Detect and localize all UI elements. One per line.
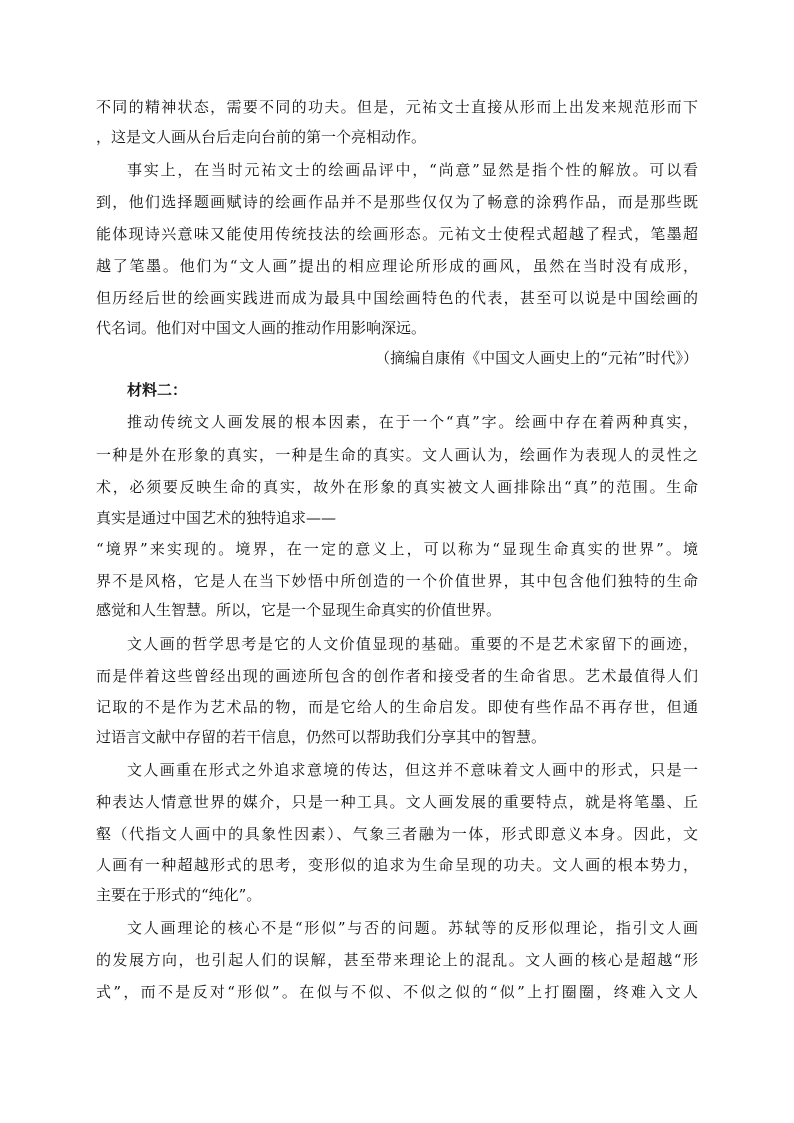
text-line: 壑（代指文人画中的具象性因素）、气象三者融为一体，形式即意义本身。因此，文	[96, 825, 698, 843]
text-line: 记取的不是作为艺术品的物，而是它给人的生命启发。即使有些作品不再存世，但通	[96, 698, 698, 716]
section-heading: 材料二：	[127, 381, 188, 399]
text-line: 人画有一种超越形式的思考，变形似的追求为生命呈现的功夫。文人画的根本势力，	[96, 856, 698, 874]
text-line: 代名词。他们对中国文人画的推动作用影响深远。	[96, 319, 427, 337]
text-line: ，这是文人画从台后走向台前的第一个亮相动作。	[96, 128, 427, 146]
text-line: 能体现诗兴意味又能使用传统技法的绘画形态。元祐文士使程式超越了程式，笔墨超	[96, 225, 698, 243]
text-line: 真实是通过中国艺术的独特追求——	[96, 509, 337, 527]
text-line: 但历经后世的绘画实践进而成为最具中国绘画特色的代表，甚至可以说是中国绘画的	[96, 289, 698, 307]
text-line: 的发展方向，也引起人们的误解，甚至带来理论上的混乱。文人画的核心是超越“形	[96, 951, 698, 969]
text-line: “境界”来实现的。境界，在一定的意义上，可以称为“显现生命真实的世界”。境	[96, 540, 698, 558]
text-line: 越了笔墨。他们为“文人画”提出的相应理论所形成的画风，虽然在当时没有成形，	[96, 257, 698, 275]
source-citation: （摘编自康侑《中国文人画史上的“元祐”时代》）	[375, 349, 698, 367]
text-line: 文人画理论的核心不是“形似”与否的问题。苏轼等的反形似理论，指引文人画	[127, 919, 698, 937]
text-line: 过语言文献中存留的若干信息，仍然可以帮助我们分享其中的智慧。	[96, 728, 547, 746]
text-line: 感觉和人生智慧。所以，它是一个显现生命真实的价值世界。	[96, 601, 502, 619]
text-line: 式”，而不是反对“形似”。在似与不似、不似之似的“似”上打圈圈，终难入文人	[96, 983, 698, 1001]
text-line: 推动传统文人画发展的根本因素，在于一个“真”字。绘画中存在着两种真实，	[127, 413, 698, 431]
text-line: 不同的精神状态，需要不同的功夫。但是，元祐文士直接从形而上出发来规范形而下	[96, 98, 698, 116]
text-line: 文人画重在形式之外追求意境的传达，但这并不意味着文人画中的形式，只是一	[127, 761, 698, 779]
text-line: 到，他们选择题画赋诗的绘画作品并不是那些仅仅为了畅意的涂鸦作品，而是那些既	[96, 193, 698, 211]
text-line: 术，必须要反映生命的真实，故外在形象的真实被文人画排除出“真”的范围。生命	[96, 478, 698, 496]
text-line: 界不是风格，它是人在当下妙悟中所创造的一个价值世界，其中包含他们独特的生命	[96, 572, 698, 590]
text-line: 文人画的哲学思考是它的人文价值显现的基础。重要的不是艺术家留下的画迹，	[127, 635, 698, 653]
text-line: 种表达人情意世界的媒介，只是一种工具。文人画发展的重要特点，就是将笔墨、丘	[96, 793, 698, 811]
text-line: 主要在于形式的“纯化”。	[96, 886, 262, 904]
text-line: 一种是外在形象的真实，一种是生命的真实。文人画认为，绘画作为表现人的灵性之	[96, 446, 698, 464]
text-line: 事实上，在当时元祐文士的绘画品评中，“尚意”显然是指个性的解放。可以看	[127, 161, 698, 179]
text-line: 而是伴着这些曾经出现的画迹所包含的创作者和接受者的生命省思。艺术最值得人们	[96, 667, 698, 685]
